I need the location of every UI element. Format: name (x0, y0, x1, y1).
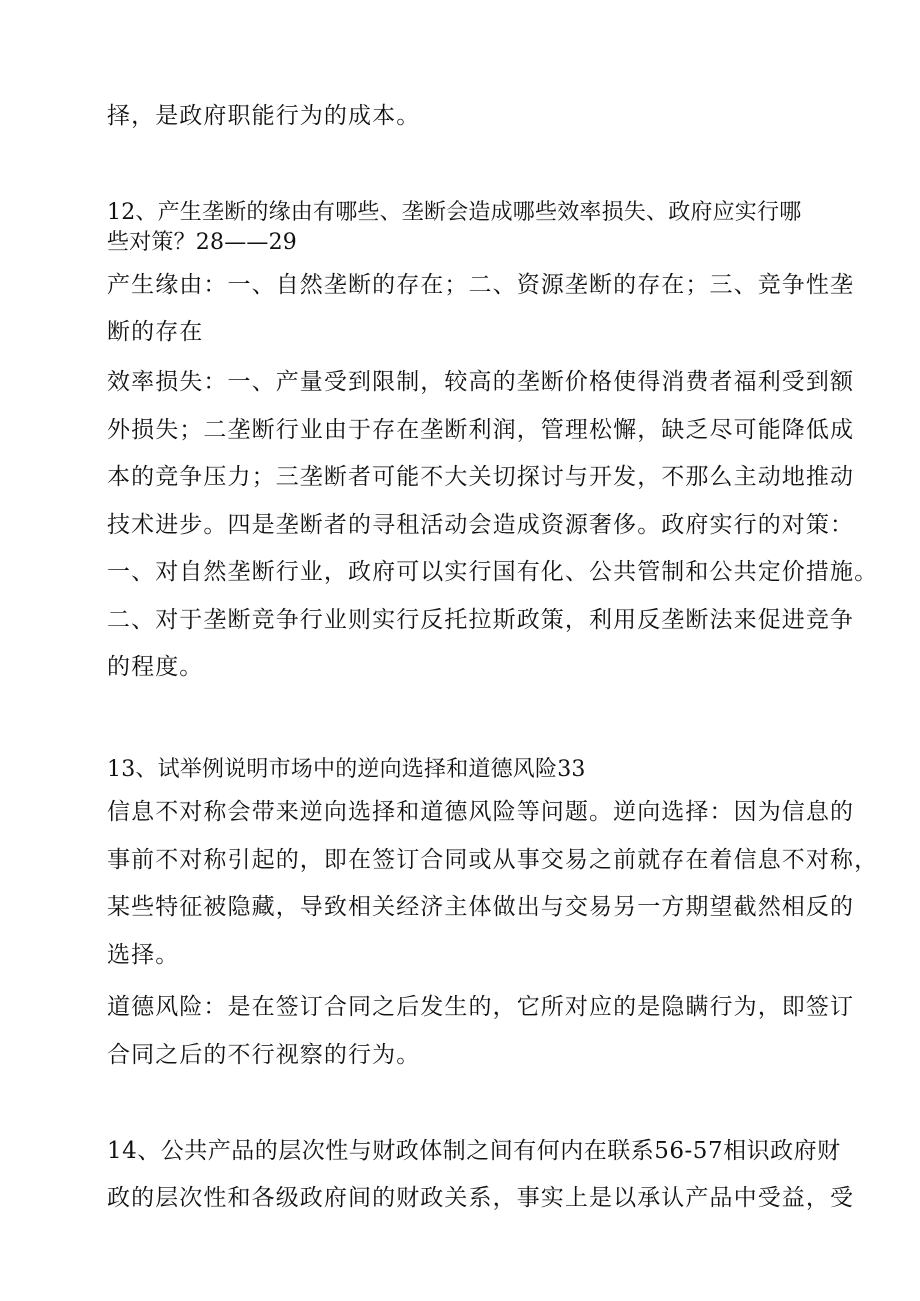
q13-body-line-3: 某些特征被隐藏，导致相关经济主体做出与交易另一方期望截然相反的 (107, 894, 855, 920)
q13-body-line-4: 选择。 (107, 942, 180, 968)
q12-losses-line-5: 一、对自然垄断行业，政府可以实行国有化、公共管制和公共定价措施。 (107, 559, 879, 585)
q12-causes-line-1: 产生缘由：一、自然垄断的存在；二、资源垄断的存在；三、竞争性垄 (107, 272, 855, 298)
intro-line: 择，是政府职能行为的成本。 (107, 103, 421, 129)
q13-body-line-2: 事前不对称引起的，即在签订合同或从事交易之前就存在着信息不对称， (107, 847, 879, 873)
q13-body-line-1: 信息不对称会带来逆向选择和道德风险等问题。逆向选择：因为信息的 (107, 799, 855, 825)
q14-line-2: 政的层次性和各级政府间的财政关系，事实上是以承认产品中受益，受 (107, 1185, 855, 1211)
q12-losses-line-1: 效率损失：一、产量受到限制，较高的垄断价格使得消费者福利受到额 (107, 369, 855, 395)
q14-line-1: 14、公共产品的层次性与财政体制之间有何内在联系56-57相识政府财 (107, 1138, 841, 1164)
q12-causes-line-2: 断的存在 (107, 319, 204, 345)
q12-losses-line-6: 二、对于垄断竞争行业则实行反托拉斯政策，利用反垄断法来促进竞争 (107, 607, 855, 633)
q13-body-line-6: 合同之后的不行视察的行为。 (107, 1042, 421, 1068)
q12-title-line-1: 12、产生垄断的缘由有哪些、垄断会造成哪些效率损失、政府应实行哪 (107, 200, 802, 225)
q12-losses-line-7: 的程度。 (107, 654, 204, 680)
q12-title-line-2: 些对策？28——29 (107, 230, 297, 255)
q13-body-line-5: 道德风险：是在签订合同之后发生的，它所对应的是隐瞒行为，即签订 (107, 994, 855, 1020)
q13-title: 13、试举例说明市场中的逆向选择和道德风险33 (107, 757, 586, 782)
q12-losses-line-3: 本的竞争压力；三垄断者可能不大关切探讨与开发，不那么主动地推动 (107, 464, 855, 490)
q12-losses-line-2: 外损失；二垄断行业由于存在垄断利润，管理松懈，缺乏尽可能降低成 (107, 417, 855, 443)
q12-losses-line-4: 技术进步。四是垄断者的寻租活动会造成资源奢侈。政府实行的对策： (107, 512, 855, 538)
